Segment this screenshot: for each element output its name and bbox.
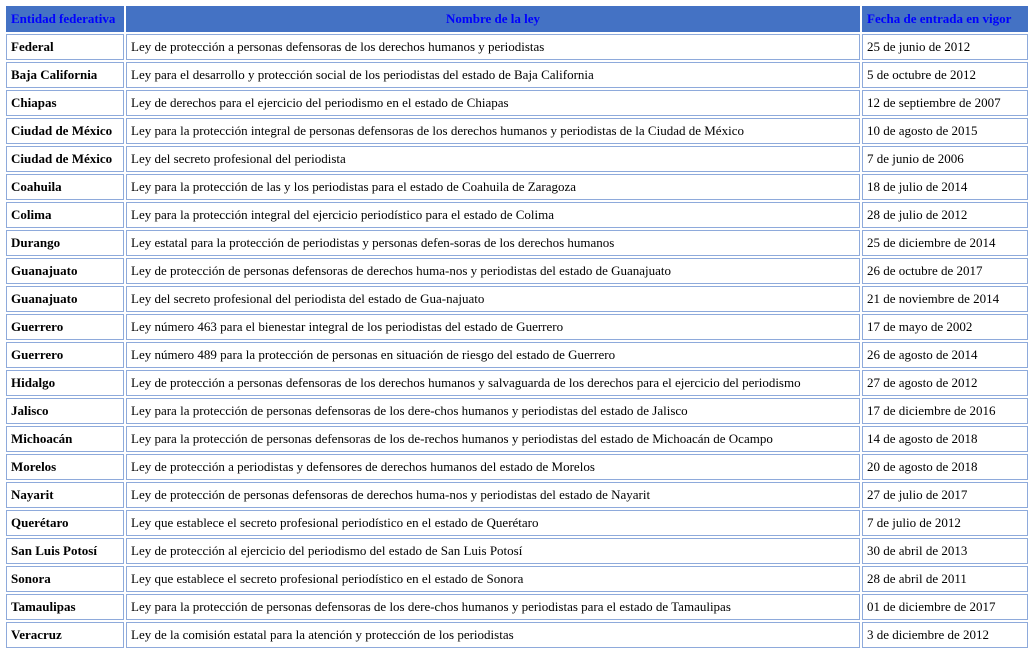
cell-fecha: 18 de julio de 2014 bbox=[862, 174, 1028, 200]
header-fecha: Fecha de entrada en vigor bbox=[862, 6, 1028, 32]
cell-nombre-ley: Ley para la protección de personas defensoras de los dere-chos humanos y periodistas del estado de Jalisco bbox=[126, 398, 860, 424]
table-row bbox=[6, 202, 1028, 228]
cell-nombre-ley: Ley que establece el secreto profesional periodístico en el estado de Querétaro bbox=[126, 510, 860, 536]
cell-fecha: 7 de junio de 2006 bbox=[862, 146, 1028, 172]
header-nombre-ley: Nombre de la ley bbox=[126, 6, 860, 32]
cell-fecha: 25 de diciembre de 2014 bbox=[862, 230, 1028, 256]
cell-nombre-ley: Ley para la protección de personas defensoras de los de-rechos humanos y periodistas del estado de Michoacán de Ocampo bbox=[126, 426, 860, 452]
cell-nombre-ley: Ley para la protección de las y los periodistas para el estado de Coahuila de Zaragoza bbox=[126, 174, 860, 200]
cell-nombre-ley: Ley del secreto profesional del periodista bbox=[126, 146, 860, 172]
laws-table bbox=[4, 4, 1030, 650]
cell-nombre-ley: Ley de protección al ejercicio del periodismo del estado de San Luis Potosí bbox=[126, 538, 860, 564]
cell-nombre-ley: Ley de protección de personas defensoras de derechos huma-nos y periodistas del estado de Guanajuato bbox=[126, 258, 860, 284]
cell-nombre-ley: Ley de derechos para el ejercicio del periodismo en el estado de Chiapas bbox=[126, 90, 860, 116]
table-row bbox=[6, 370, 1028, 396]
table-row bbox=[6, 538, 1028, 564]
cell-entidad: Chiapas bbox=[6, 90, 124, 116]
cell-nombre-ley: Ley de protección a personas defensoras de los derechos humanos y salvaguarda de los derechos para el ejercicio del periodismo bbox=[126, 370, 860, 396]
cell-entidad: Sonora bbox=[6, 566, 124, 592]
cell-fecha: 10 de agosto de 2015 bbox=[862, 118, 1028, 144]
cell-entidad: Colima bbox=[6, 202, 124, 228]
cell-entidad: Michoacán bbox=[6, 426, 124, 452]
cell-fecha: 14 de agosto de 2018 bbox=[862, 426, 1028, 452]
table-row bbox=[6, 342, 1028, 368]
cell-fecha: 5 de octubre de 2012 bbox=[862, 62, 1028, 88]
table-row bbox=[6, 566, 1028, 592]
cell-nombre-ley: Ley para la protección de personas defensoras de los dere-chos humanos y periodistas para el estado de Tamaulipas bbox=[126, 594, 860, 620]
cell-nombre-ley: Ley de la comisión estatal para la atención y protección de los periodistas bbox=[126, 622, 860, 648]
cell-entidad: Federal bbox=[6, 34, 124, 60]
table-body bbox=[6, 34, 1028, 648]
cell-entidad: Nayarit bbox=[6, 482, 124, 508]
cell-entidad: Coahuila bbox=[6, 174, 124, 200]
cell-nombre-ley: Ley número 489 para la protección de personas en situación de riesgo del estado de Guerrero bbox=[126, 342, 860, 368]
table-row bbox=[6, 482, 1028, 508]
table-header-row bbox=[6, 6, 1028, 32]
table-row bbox=[6, 118, 1028, 144]
cell-nombre-ley: Ley del secreto profesional del periodista del estado de Gua-najuato bbox=[126, 286, 860, 312]
cell-fecha: 27 de agosto de 2012 bbox=[862, 370, 1028, 396]
table-row bbox=[6, 62, 1028, 88]
cell-fecha: 17 de diciembre de 2016 bbox=[862, 398, 1028, 424]
cell-fecha: 01 de diciembre de 2017 bbox=[862, 594, 1028, 620]
cell-entidad: Guanajuato bbox=[6, 258, 124, 284]
table-row bbox=[6, 314, 1028, 340]
cell-fecha: 25 de junio de 2012 bbox=[862, 34, 1028, 60]
cell-nombre-ley: Ley que establece el secreto profesional periodístico en el estado de Sonora bbox=[126, 566, 860, 592]
cell-nombre-ley: Ley para el desarrollo y protección social de los periodistas del estado de Baja California bbox=[126, 62, 860, 88]
table-row bbox=[6, 34, 1028, 60]
cell-fecha: 26 de agosto de 2014 bbox=[862, 342, 1028, 368]
cell-entidad: Jalisco bbox=[6, 398, 124, 424]
table-row bbox=[6, 398, 1028, 424]
cell-nombre-ley: Ley de protección de personas defensoras de derechos huma-nos y periodistas del estado de Nayarit bbox=[126, 482, 860, 508]
table-row bbox=[6, 230, 1028, 256]
cell-fecha: 28 de julio de 2012 bbox=[862, 202, 1028, 228]
cell-entidad: Guanajuato bbox=[6, 286, 124, 312]
cell-fecha: 17 de mayo de 2002 bbox=[862, 314, 1028, 340]
cell-fecha: 20 de agosto de 2018 bbox=[862, 454, 1028, 480]
table-row bbox=[6, 594, 1028, 620]
cell-entidad: Ciudad de México bbox=[6, 146, 124, 172]
table-row bbox=[6, 146, 1028, 172]
table-row bbox=[6, 90, 1028, 116]
table-row bbox=[6, 258, 1028, 284]
table-row bbox=[6, 286, 1028, 312]
cell-fecha: 3 de diciembre de 2012 bbox=[862, 622, 1028, 648]
cell-entidad: Morelos bbox=[6, 454, 124, 480]
cell-entidad: Baja California bbox=[6, 62, 124, 88]
cell-entidad: Veracruz bbox=[6, 622, 124, 648]
cell-nombre-ley: Ley número 463 para el bienestar integral de los periodistas del estado de Guerrero bbox=[126, 314, 860, 340]
cell-fecha: 26 de octubre de 2017 bbox=[862, 258, 1028, 284]
cell-nombre-ley: Ley estatal para la protección de periodistas y personas defen-soras de los derechos humanos bbox=[126, 230, 860, 256]
cell-entidad: Tamaulipas bbox=[6, 594, 124, 620]
cell-entidad: Hidalgo bbox=[6, 370, 124, 396]
cell-entidad: Ciudad de México bbox=[6, 118, 124, 144]
table-row bbox=[6, 174, 1028, 200]
cell-fecha: 21 de noviembre de 2014 bbox=[862, 286, 1028, 312]
cell-fecha: 30 de abril de 2013 bbox=[862, 538, 1028, 564]
cell-fecha: 7 de julio de 2012 bbox=[862, 510, 1028, 536]
table-row bbox=[6, 426, 1028, 452]
cell-fecha: 28 de abril de 2011 bbox=[862, 566, 1028, 592]
cell-nombre-ley: Ley para la protección integral del ejercicio periodístico para el estado de Colima bbox=[126, 202, 860, 228]
cell-entidad: Durango bbox=[6, 230, 124, 256]
cell-fecha: 12 de septiembre de 2007 bbox=[862, 90, 1028, 116]
cell-nombre-ley: Ley de protección a personas defensoras de los derechos humanos y periodistas bbox=[126, 34, 860, 60]
cell-entidad: Querétaro bbox=[6, 510, 124, 536]
table-row bbox=[6, 454, 1028, 480]
cell-entidad: San Luis Potosí bbox=[6, 538, 124, 564]
cell-entidad: Guerrero bbox=[6, 342, 124, 368]
table-row bbox=[6, 622, 1028, 648]
cell-nombre-ley: Ley de protección a periodistas y defensores de derechos humanos del estado de Morelos bbox=[126, 454, 860, 480]
cell-nombre-ley: Ley para la protección integral de personas defensoras de los derechos humanos y periodistas de la Ciudad de México bbox=[126, 118, 860, 144]
table-row bbox=[6, 510, 1028, 536]
header-entidad: Entidad federativa bbox=[6, 6, 124, 32]
cell-fecha: 27 de julio de 2017 bbox=[862, 482, 1028, 508]
cell-entidad: Guerrero bbox=[6, 314, 124, 340]
